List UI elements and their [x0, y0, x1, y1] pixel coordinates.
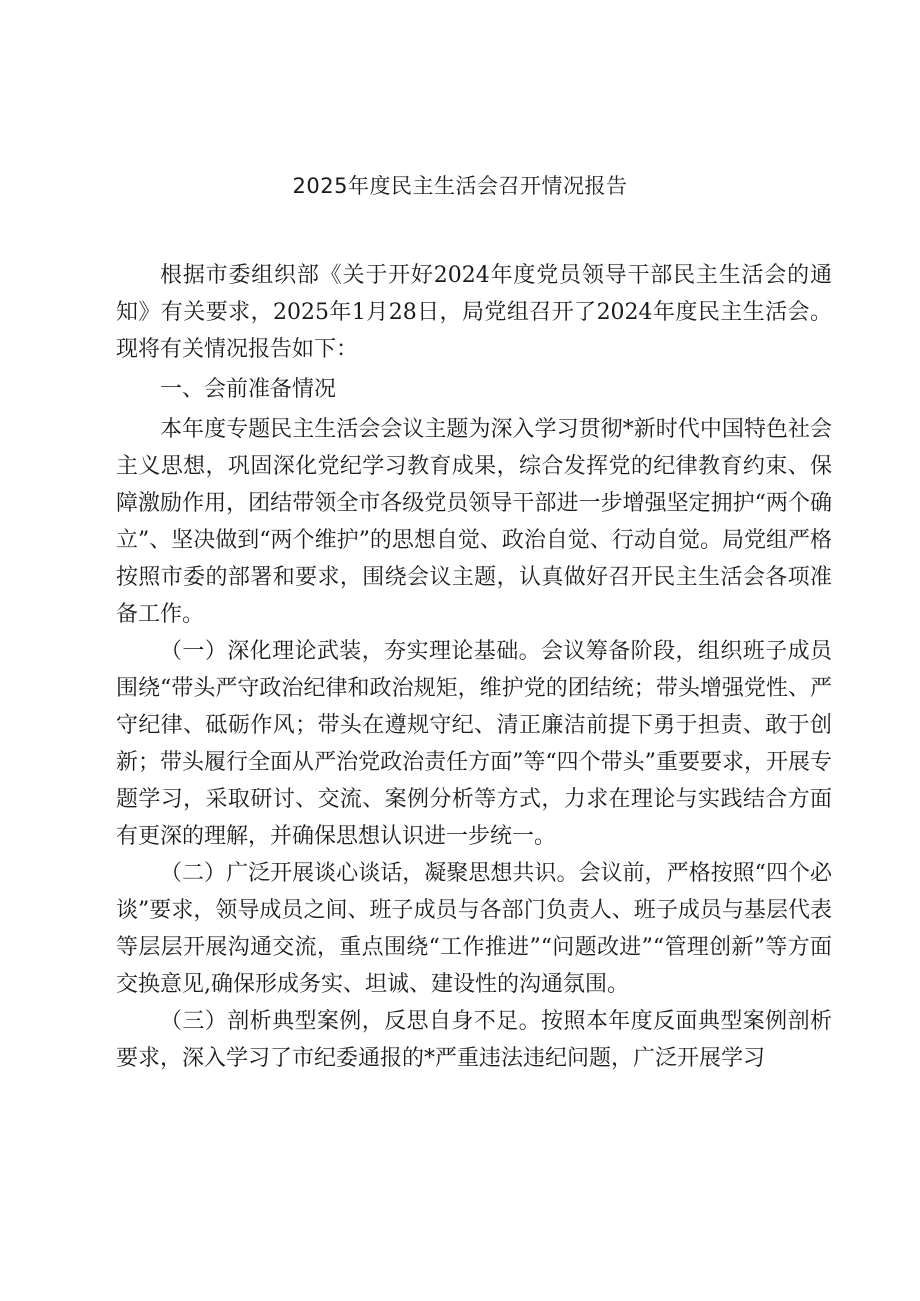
document-title: 2025年度民主生活会召开情况报告	[292, 174, 628, 198]
paragraph-theme: 本年度专题民主生活会会议主题为深入学习贯彻*新时代中国特色社会主义思想，巩固深化党纪学习教育成果，综合发挥党的纪律教育约束、保障激励作用，团结带领全市各级党员领导干部进一步增强坚定拥护“两个确立”、坚决做到“两个维护”的思想自觉、政治自觉、行动自觉。局党组严格按照市委的部署和要求，围绕会议主题，认真做好召开民主生活会各项准备工作。	[116, 417, 832, 627]
intro-paragraph: 根据市委组织部《关于开好2024年度党员领导干部民主生活会的通知》有关要求，2025年1月28日，局党组召开了2024年度民主生活会。现将有关情况报告如下：	[116, 263, 832, 362]
document-body	[116, 257, 832, 1077]
paragraph-case-analysis: （三）剖析典型案例，反思自身不足。按照本年度反面典型案例剖析要求，深入学习了市纪委通报的*严重违法违纪问题，广泛开展学习	[116, 1009, 832, 1071]
paragraph-heart-to-heart-talks: （二）广泛开展谈心谈话，凝聚思想共识。会议前，严格按照“四个必谈”要求，领导成员之间、班子成员与各部门负责人、班子成员与基层代表等层层开展沟通交流，重点围绕“工作推进”“问题改进”“管理创新”等方面交换意见,确保形成务实、坦诚、建设性的沟通氛围。	[116, 861, 832, 997]
paragraph-theory-study: （一）深化理论武装，夯实理论基础。会议筹备阶段，组织班子成员围绕“带头严守政治纪律和政治规矩，维护党的团结统；带头增强党性、严守纪律、砥砺作风；带头在遵规守纪、清正廉洁前提下勇于担责、敢于创新；带头履行全面从严治党政治责任方面”等“四个带头”重要要求，开展专题学习，采取研讨、交流、案例分析等方式，力求在理论与实践结合方面有更深的理解，并确保思想认识进一步统一。	[116, 639, 832, 849]
section-heading-preparation: 一、会前准备情况	[160, 377, 337, 402]
